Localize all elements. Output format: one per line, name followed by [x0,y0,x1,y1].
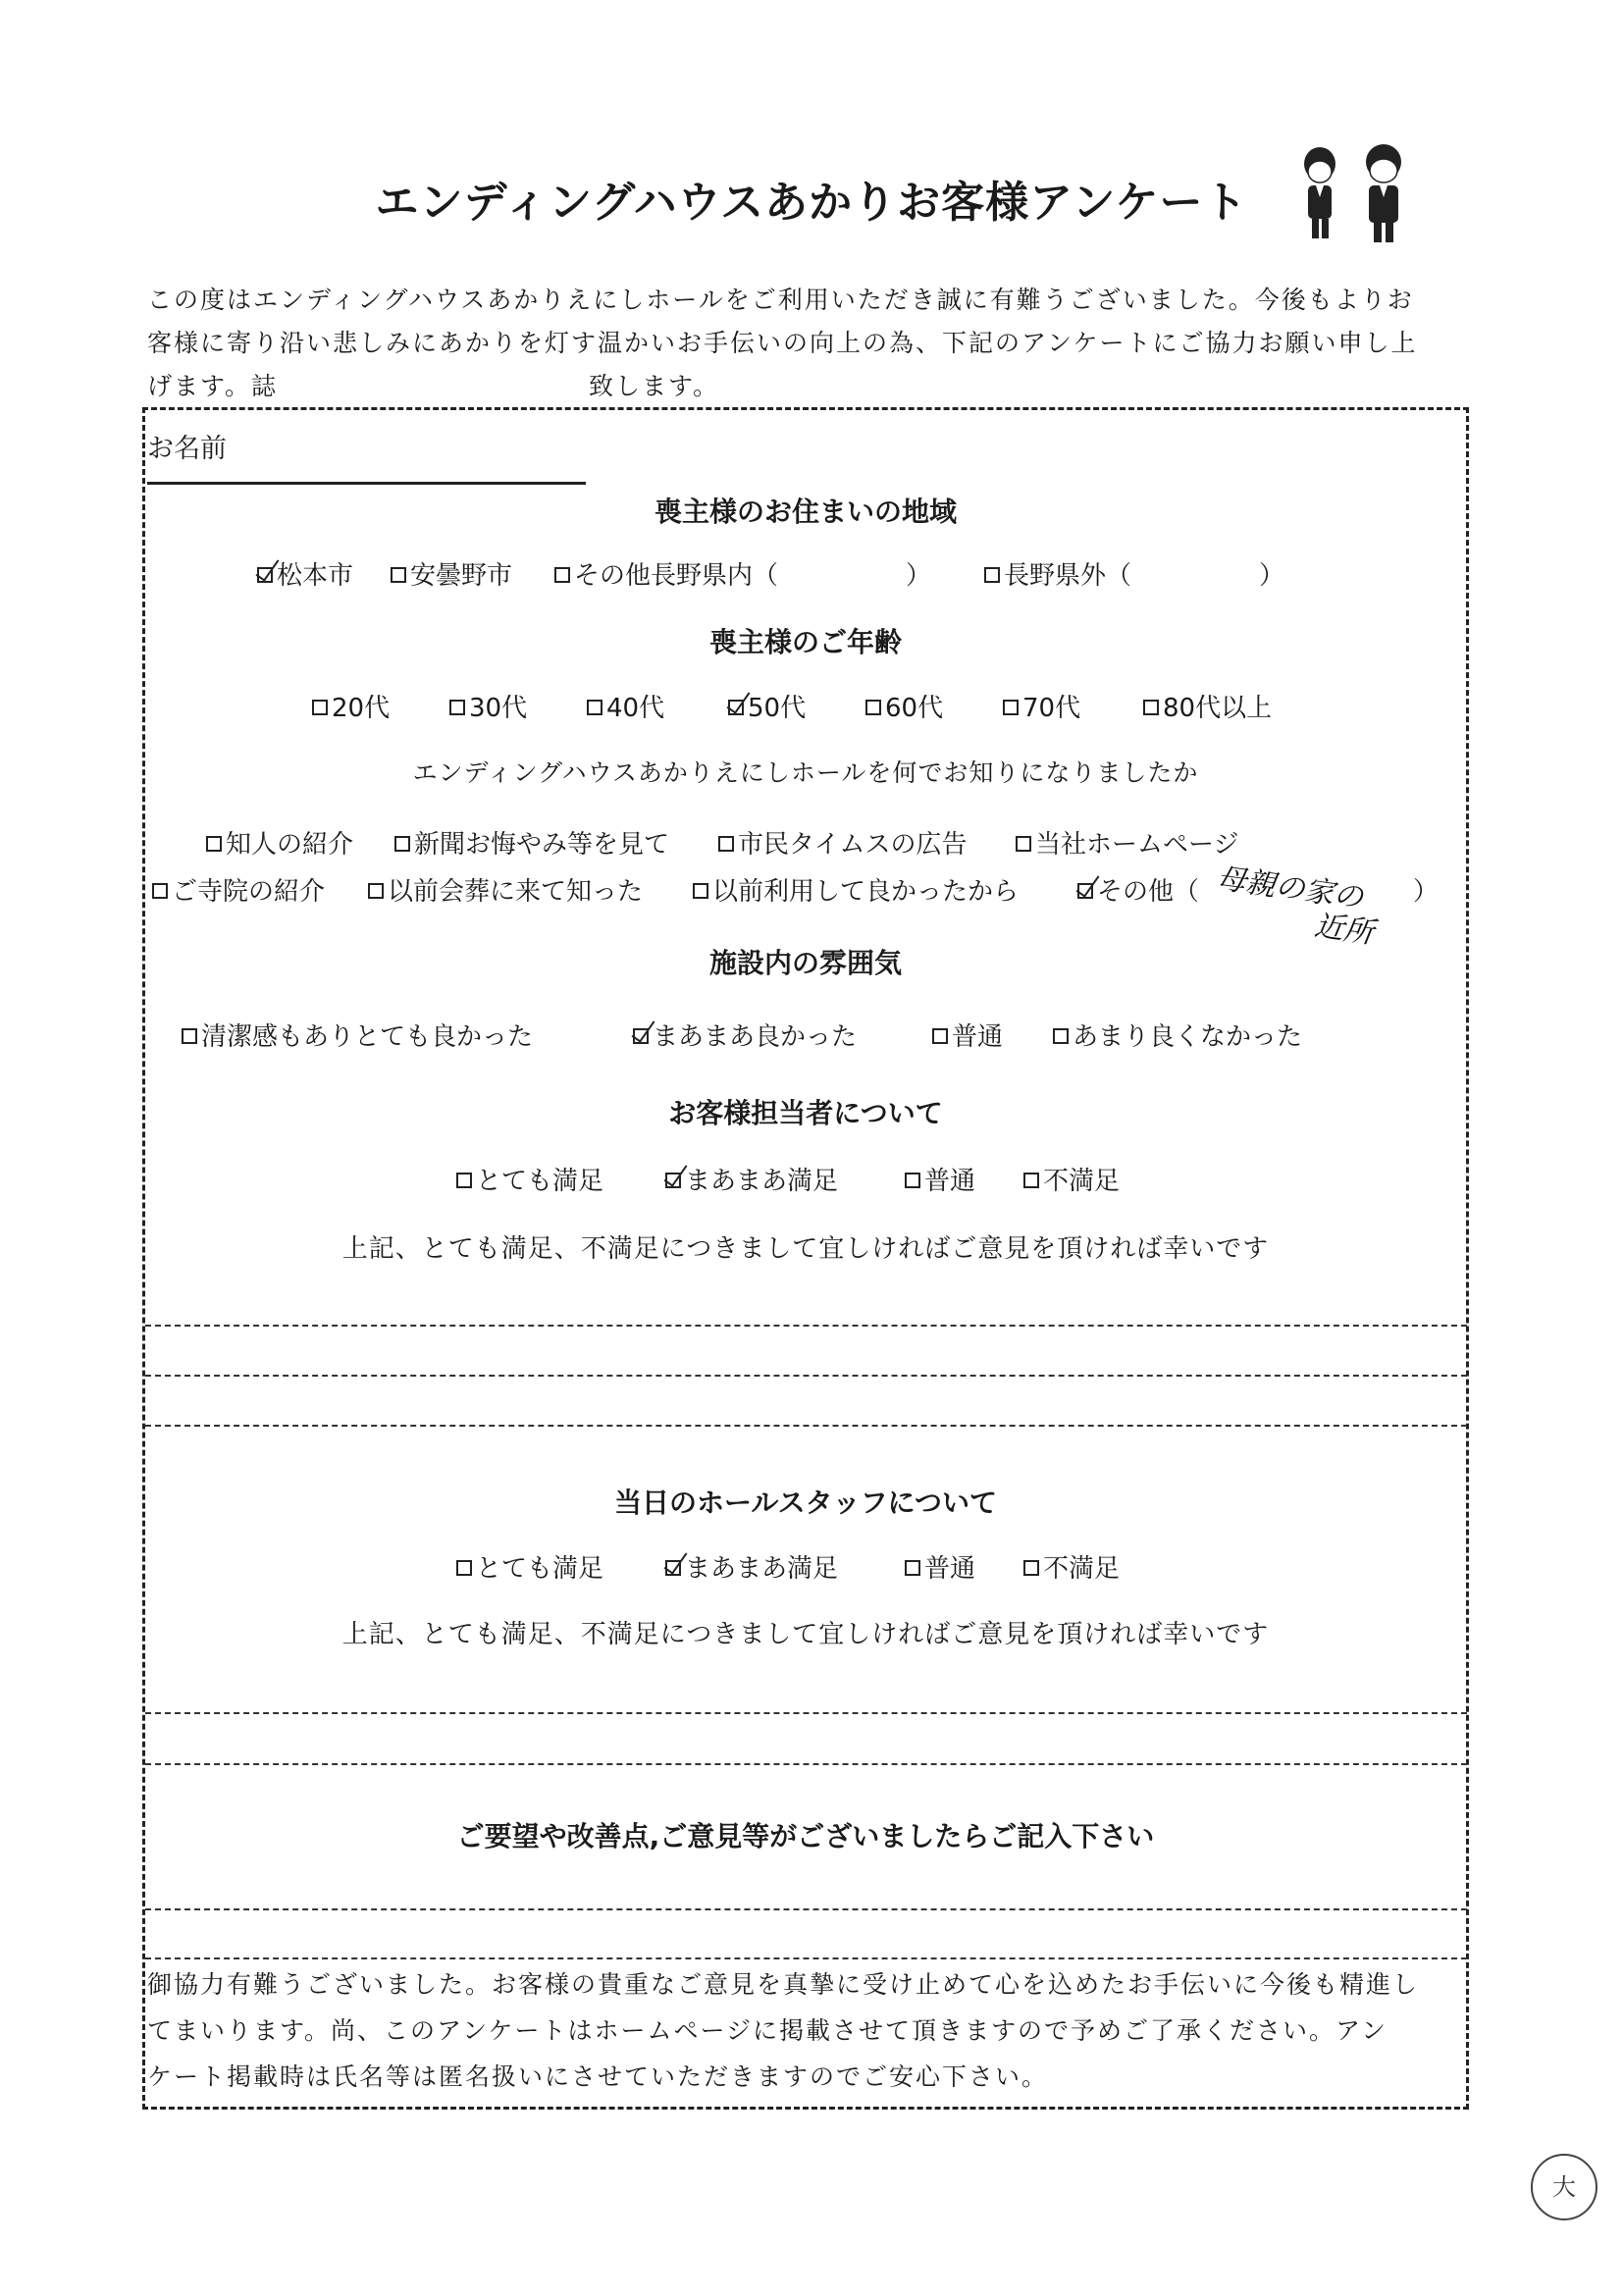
region-heading: 喪主様のお住まいの地域 [654,496,957,528]
intro-line-3-end: 致します。 [589,372,720,400]
option-age-60[interactable]: 60代 [865,688,943,724]
intro-line-1: この度はエンディングハウスあかりえにしホールをご利用いただき誠に有難うございました。今後もよりお [147,286,1414,314]
option-hall-normal[interactable]: 普通 [905,1548,975,1585]
checkbox[interactable] [587,700,602,715]
checkbox[interactable] [1016,836,1031,852]
checkbox[interactable] [1053,1028,1069,1044]
option-acquaintance[interactable]: 知人の紹介 [206,824,353,861]
footer-line-3: ケート掲載時は氏名等は匿名扱いにさせていただきますのでご安心下さい。 [147,2062,1049,2091]
checkbox[interactable] [905,1560,920,1576]
option-staff-fairly-satisfied[interactable]: まあまあ満足 [665,1161,838,1197]
option-staff-unsatisfied[interactable]: 不満足 [1023,1161,1120,1197]
requests-line-2[interactable] [145,1957,1467,1959]
checkbox[interactable] [554,567,570,583]
requests-heading: ご要望や改善点,ご意見等がございましたらご記入下さい [456,1820,1155,1852]
option-not-good[interactable]: あまり良くなかった [1053,1017,1302,1053]
checkbox[interactable] [905,1173,920,1188]
option-staff-very-satisfied[interactable]: とても満足 [456,1161,603,1197]
intro-line-3-start: げます。誌 [147,372,279,400]
staff-comment-line-1[interactable] [145,1325,1467,1327]
checkbox[interactable] [718,836,734,852]
option-times-ad[interactable]: 市民タイムスの広告 [718,824,967,861]
hall-comment-line-1[interactable] [145,1712,1467,1714]
checkbox[interactable] [456,1560,472,1576]
checkbox-checked[interactable] [1077,883,1093,899]
option-staff-normal[interactable]: 普通 [905,1161,975,1197]
checkbox[interactable] [449,700,465,715]
option-age-80-plus[interactable]: 80代以上 [1143,688,1272,724]
checkbox[interactable] [1003,700,1019,715]
checkbox[interactable] [932,1028,948,1044]
checkbox[interactable] [693,883,708,899]
option-hall-fairly-satisfied[interactable]: まあまあ満足 [665,1548,838,1585]
checkbox[interactable] [312,700,328,715]
checkbox-checked[interactable] [257,567,273,583]
other-close-paren: ） [1413,877,1440,907]
checkbox[interactable] [984,567,1000,583]
option-age-40[interactable]: 40代 [587,688,664,724]
staff-comment-line-3[interactable] [145,1425,1467,1427]
intro-line-2: 客様に寄り沿い悲しみにあかりを灯す温かいお手伝いの向上の為、下記のアンケートにご協力お願い申し上 [147,329,1418,357]
option-outside-nagano[interactable]: 長野県外（ ） [984,555,1284,592]
hall-staff-heading: 当日のホールスタッフについて [613,1487,998,1519]
option-previous-funeral[interactable]: 以前会葬に来て知った [368,871,643,908]
option-other-nagano[interactable]: その他長野県内（ ） [554,555,931,592]
option-previous-use[interactable]: 以前利用して良かったから [693,871,1019,908]
survey-title: エンディングハウスあかりお客様アンケート [375,178,1248,228]
option-age-20[interactable]: 20代 [312,688,390,724]
age-heading: 喪主様のご年齢 [708,626,902,658]
hall-staff-note: 上記、とても満足、不満足につきまして宜しければご意見を頂ければ幸いです [341,1620,1270,1649]
option-hall-very-satisfied[interactable]: とても満足 [456,1548,603,1585]
option-age-50[interactable]: 50代 [728,688,806,724]
source-question: エンディングハウスあかりえにしホールを何でお知りになりましたか [412,758,1199,787]
option-temple[interactable]: ご寺院の紹介 [152,871,325,908]
checkbox[interactable] [152,883,168,899]
footer-line-1: 御協力有難うございました。お客様の貴重なご意見を真摯に受け止めて心を込めたお手伝いに今後も精進し [147,1970,1420,1999]
checkbox[interactable] [182,1028,197,1044]
handwritten-answer-2: 近所 [1312,908,1376,951]
option-matsumoto[interactable]: 松本市 [257,555,353,592]
checkbox[interactable] [1023,1560,1039,1576]
option-age-30[interactable]: 30代 [449,688,527,724]
checkbox-checked[interactable] [728,700,744,715]
checkbox[interactable] [456,1173,472,1188]
checkbox[interactable] [1143,700,1159,715]
option-homepage[interactable]: 当社ホームページ [1016,824,1238,861]
option-very-clean[interactable]: 清潔感もありとても良かった [182,1017,533,1053]
checkbox-checked[interactable] [633,1028,649,1044]
name-field[interactable] [147,482,586,485]
option-normal[interactable]: 普通 [932,1017,1003,1053]
option-newspaper[interactable]: 新聞お悔やみ等を見て [394,824,669,861]
handwritten-answer-1: 母親の家の [1214,861,1366,916]
option-hall-unsatisfied[interactable]: 不満足 [1023,1548,1120,1585]
checkbox-checked[interactable] [665,1173,681,1188]
checkbox[interactable] [391,567,406,583]
requests-line-1[interactable] [145,1908,1467,1910]
checkbox[interactable] [865,700,881,715]
staff-note: 上記、とても満足、不満足につきまして宜しければご意見を頂ければ幸いです [341,1234,1270,1264]
atmosphere-heading: 施設内の雰囲気 [708,947,902,979]
option-age-70[interactable]: 70代 [1003,688,1080,724]
staff-heading: お客様担当者について [668,1097,943,1129]
option-other[interactable]: その他（ [1077,871,1199,908]
footer-line-2: てまいります。尚、このアンケートはホームページに掲載させて頂きますので予めご了承ください。アン [147,2016,1388,2045]
name-label: お名前 [147,434,227,464]
redaction-block [299,363,572,398]
checkbox[interactable] [368,883,384,899]
checkbox[interactable] [206,836,222,852]
option-azumino[interactable]: 安曇野市 [391,555,512,592]
checkbox-checked[interactable] [665,1560,681,1576]
option-fairly-good[interactable]: まあまあ良かった [633,1017,857,1053]
staff-comment-line-2[interactable] [145,1375,1467,1377]
stamp-mark: 大 [1531,2154,1597,2220]
hall-comment-line-2[interactable] [145,1763,1467,1765]
checkbox[interactable] [1023,1173,1039,1188]
checkbox[interactable] [394,836,410,852]
